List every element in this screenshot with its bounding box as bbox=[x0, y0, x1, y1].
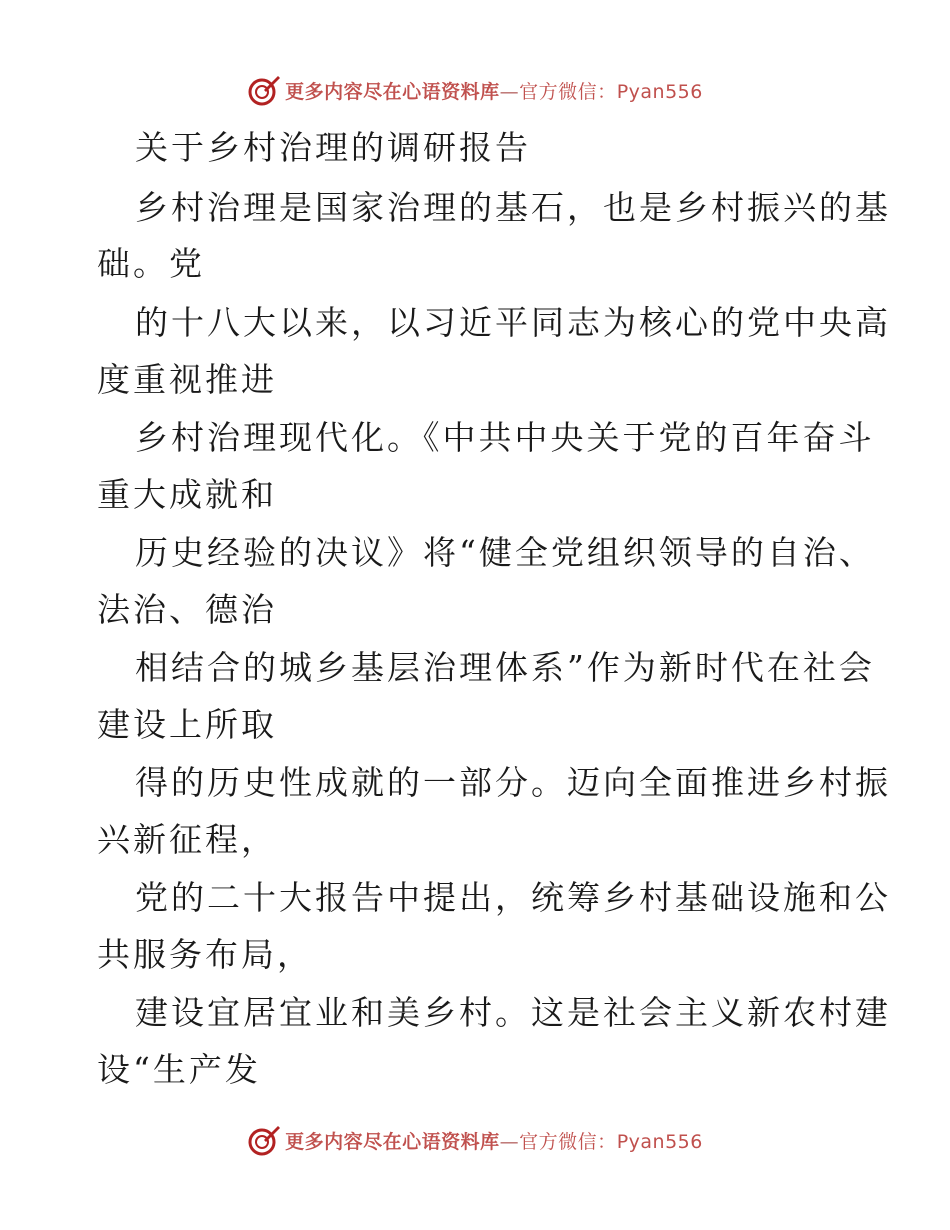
paragraph-line: 党的二十大报告中提出，统筹乡村基础设施和公 bbox=[135, 878, 891, 917]
paragraph-line: 建设宜居宜业和美乡村。这是社会主义新农村建 bbox=[135, 993, 891, 1032]
paragraph-line: 乡村治理现代化。《中共中央关于党的百年奋斗 bbox=[135, 418, 875, 457]
paragraph-line: 的十八大以来，以习近平同志为核心的党中央高 bbox=[135, 303, 891, 342]
paragraph-line: 历史经验的决议》将“健全党组织领导的自治、 bbox=[135, 533, 875, 572]
paragraph-line: 础。党 bbox=[97, 244, 205, 283]
paragraph-line: 相结合的城乡基层治理体系”作为新时代在社会 bbox=[135, 648, 875, 687]
paragraph-line: 设“生产发 bbox=[97, 1050, 261, 1089]
banner-main-text: 更多内容尽在心语资料库 bbox=[285, 80, 500, 103]
paragraph-line: 法治、德治 bbox=[97, 590, 277, 629]
banner-main-text: 更多内容尽在心语资料库 bbox=[285, 1130, 500, 1153]
paragraph-line: 共服务布局， bbox=[97, 935, 313, 974]
paragraph-line: 兴新征程， bbox=[97, 820, 277, 859]
banner-dash: — bbox=[499, 1130, 520, 1153]
banner-dash: — bbox=[499, 80, 520, 103]
banner-wechat-id: Pyan556 bbox=[616, 1130, 703, 1153]
paragraph-line: 度重视推进 bbox=[97, 360, 277, 399]
paragraph-line: 重大成就和 bbox=[97, 475, 277, 514]
banner-wechat-id: Pyan556 bbox=[616, 80, 703, 103]
banner-wechat-label: 官方微信： bbox=[519, 80, 617, 103]
paragraph-line: 乡村治理是国家治理的基石，也是乡村振兴的基 bbox=[135, 188, 891, 227]
paragraph-line: 得的历史性成就的一部分。迈向全面推进乡村振 bbox=[135, 763, 891, 802]
footer-banner bbox=[0, 1120, 950, 1160]
document-title: 关于乡村治理的调研报告 bbox=[135, 128, 531, 167]
paragraph-line: 建设上所取 bbox=[97, 705, 277, 744]
pen-nib-logo-icon bbox=[247, 1123, 281, 1157]
banner-wechat-label: 官方微信： bbox=[519, 1130, 617, 1153]
banner-text bbox=[285, 1127, 703, 1154]
